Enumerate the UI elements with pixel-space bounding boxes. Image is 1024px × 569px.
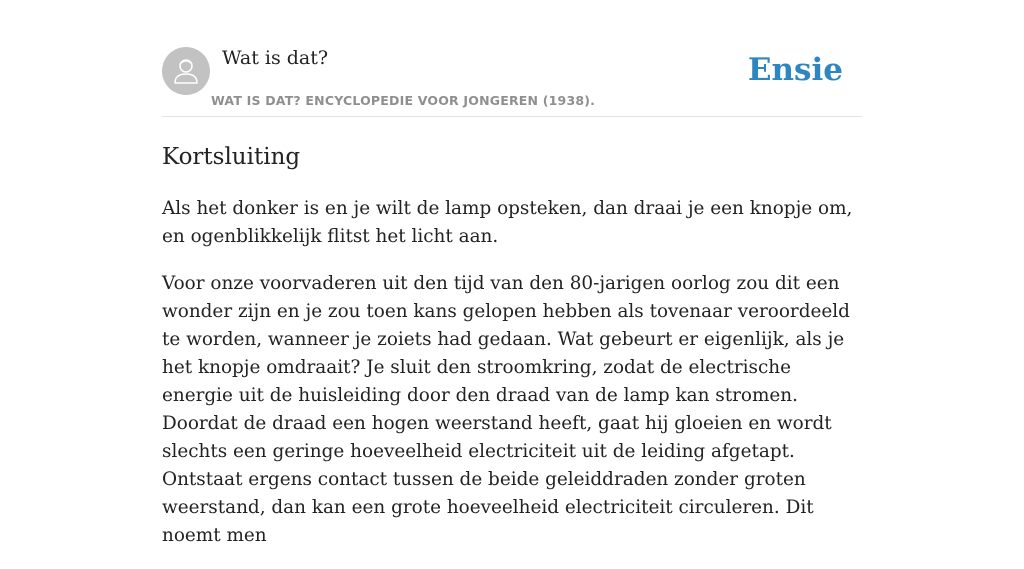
source-label[interactable]: WAT IS DAT? ENCYCLOPEDIE VOOR JONGEREN (1938). — [211, 93, 596, 108]
article-body — [162, 195, 862, 550]
author-name[interactable]: Wat is dat? — [222, 47, 329, 69]
article-paragraph: Als het donker is en je wilt de lamp opsteken, dan draai je een knopje om, en ogenblikkelijk flitst het licht aan. — [162, 198, 853, 247]
author-avatar[interactable] — [162, 47, 210, 95]
ensie-logo[interactable]: Ensie — [747, 52, 843, 88]
article-paragraph: Ontstaat ergens contact tussen de beide geleiddraden zonder groten weerstand, dan kan een grote hoeveelheid electriciteit circuleren. Dit noemt men — [162, 469, 814, 546]
article-title: Kortsluiting — [162, 144, 301, 170]
article-container — [162, 0, 862, 569]
article-paragraph: Voor onze voorvaderen uit den tijd van den 80-jarigen oorlog zou dit een wonder zijn en je zou toen kans gelopen hebben als tovenaar veroordeeld te worden, wanneer je zoiets had gedaan. Wat gebeurt er eigenlijk, als je het knopje omdraait? Je sluit den stroomkring, zodat de electrische energie uit de huisleiding door den draad van de lamp kan stromen. Doordat de draad een hogen weerstand heeft, gaat hij gloeien en wordt slechts een geringe hoeveelheid electriciteit uit de leiding afgetapt. — [162, 273, 850, 462]
user-silhouette-icon — [162, 47, 210, 95]
article-header — [162, 0, 862, 117]
